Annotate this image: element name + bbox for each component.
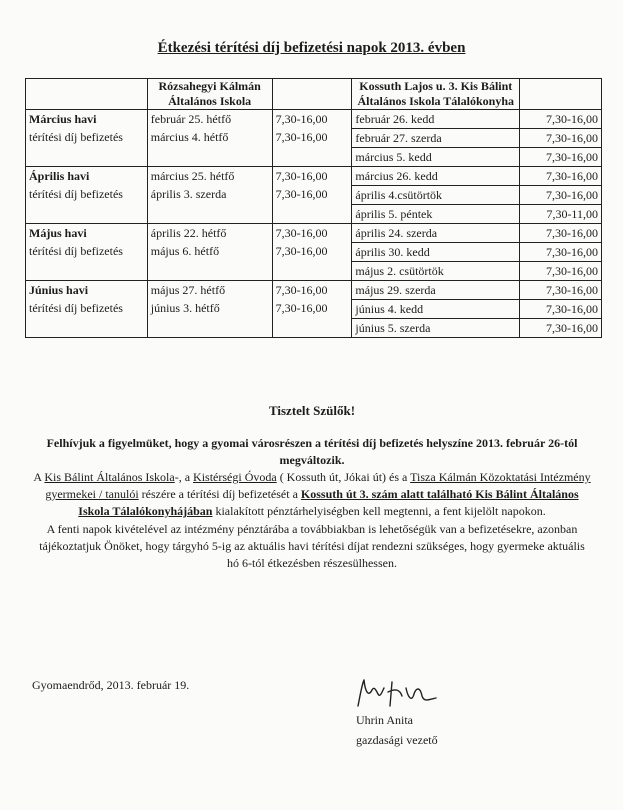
handwritten-signature <box>352 676 447 712</box>
school2-time: 7,30-16,00 <box>520 167 602 186</box>
school2-date: február 27. szerda <box>352 129 520 148</box>
p1-payment-place: Kossuth út 3. szám alatt található Kis Bálint Általános Iskola Tálalókonyhájában <box>78 487 579 518</box>
month-label-bold: Március havi <box>29 112 97 126</box>
school1-times-cell <box>272 224 352 281</box>
school1-dates-cell <box>147 167 272 224</box>
header-school-2: Kossuth Lajos u. 3. Kis Bálint Általános Iskola Tálalókonyha <box>352 79 520 110</box>
month-label-rest: térítési díj befizetés <box>29 244 123 258</box>
header-school-1: Rózsahegyi Kálmán Általános Iskola <box>147 79 272 110</box>
p1-text-b: -, a <box>174 470 194 484</box>
month-label-bold: Május havi <box>29 226 87 240</box>
p1-kindergarten-name: Kistérségi Óvoda <box>193 470 277 484</box>
month-label-rest: térítési díj befizetés <box>29 187 123 201</box>
table-row <box>26 167 602 186</box>
p1-text-a: A <box>33 470 45 484</box>
month-label-rest: térítési díj befizetés <box>29 130 123 144</box>
paragraph-2: A fenti napok kivételével az intézmény pénztárába a továbbiakban is lehetőségük van a befizetésekre, azonban tájékoztatjuk Önöket, hogy tárgyhó 5-ig az aktuális havi térítési díjat rendezni szükséges, hogy gyermeke aktuális hó 6-tól étkezésben részesülhessen. <box>39 522 585 570</box>
school1-date: március 4. hétfő <box>150 130 229 144</box>
salutation: Tisztelt Szülők! <box>268 403 356 418</box>
school1-time: 7,30-16,00 <box>275 283 328 297</box>
school1-dates-cell <box>147 224 272 281</box>
school2-time: 7,30-11,00 <box>520 205 602 224</box>
school1-times-cell <box>272 281 352 338</box>
school2-date: május 29. szerda <box>352 281 520 300</box>
notice-block <box>32 402 592 572</box>
school1-date: április 22. hétfő <box>150 226 227 240</box>
school2-date: április 5. péntek <box>352 205 520 224</box>
month-label-cell <box>26 110 148 167</box>
p1-text-e: kialakított pénztárhelyiségben kell megtenni, a fent kijelölt napokon. <box>212 504 546 518</box>
school2-time: 7,30-16,00 <box>520 243 602 262</box>
school1-times-cell <box>272 167 352 224</box>
school2-time: 7,30-16,00 <box>520 319 602 338</box>
school2-time: 7,30-16,00 <box>520 110 602 129</box>
school2-date: március 5. kedd <box>352 148 520 167</box>
schedule-table <box>25 78 602 338</box>
school2-date: június 5. szerda <box>352 319 520 338</box>
school1-time: 7,30-16,00 <box>275 301 328 315</box>
school1-time: 7,30-16,00 <box>275 112 328 126</box>
header-empty-time-cell <box>272 79 352 110</box>
school2-time: 7,30-16,00 <box>520 281 602 300</box>
p1-text-d: részére a térítési díj befizetését a <box>138 487 301 501</box>
month-label-bold: Április havi <box>29 169 90 183</box>
month-label-bold: Június havi <box>29 283 89 297</box>
header-empty-time-cell-2 <box>520 79 602 110</box>
school2-time: 7,30-16,00 <box>520 224 602 243</box>
place-and-date: Gyomaendrőd, 2013. február 19. <box>32 678 190 692</box>
table-header-row <box>26 79 602 110</box>
p1-school-name: Kis Bálint Általános Iskola <box>44 470 175 484</box>
school1-time: 7,30-16,00 <box>275 169 328 183</box>
month-label-cell <box>26 224 148 281</box>
signer-title: gazdasági vezető <box>356 733 438 747</box>
school2-time: 7,30-16,00 <box>520 262 602 281</box>
p1-text-c: ( Kossuth út, Jókai út) és a <box>276 470 411 484</box>
school2-date: április 4.csütörtök <box>352 186 520 205</box>
school1-date: március 25. hétfő <box>150 169 235 183</box>
school1-date: április 3. szerda <box>150 187 227 201</box>
school1-time: 7,30-16,00 <box>275 226 328 240</box>
month-label-cell <box>26 281 148 338</box>
school2-date: március 26. kedd <box>352 167 520 186</box>
month-label-cell <box>26 167 148 224</box>
document-title: Étkezési térítési díj befizetési napok 2013. évben <box>157 40 466 56</box>
school2-time: 7,30-16,00 <box>520 300 602 319</box>
school1-date: február 25. hétfő <box>150 112 232 126</box>
school2-date: május 2. csütörtök <box>352 262 520 281</box>
school2-date: február 26. kedd <box>352 110 520 129</box>
table-row <box>26 110 602 129</box>
table-row <box>26 224 602 243</box>
school1-date: május 27. hétfő <box>150 283 226 297</box>
school1-date: június 3. hétfő <box>150 301 220 315</box>
school1-time: 7,30-16,00 <box>275 130 328 144</box>
school1-times-cell <box>272 110 352 167</box>
table-row <box>26 281 602 300</box>
school1-dates-cell <box>147 110 272 167</box>
school2-time: 7,30-16,00 <box>520 186 602 205</box>
school2-time: 7,30-16,00 <box>520 148 602 167</box>
school1-time: 7,30-16,00 <box>275 187 328 201</box>
signer-block <box>356 710 438 750</box>
school1-dates-cell <box>147 281 272 338</box>
school2-time: 7,30-16,00 <box>520 129 602 148</box>
paragraph-1 <box>32 469 592 520</box>
lead-paragraph: Felhívjuk a figyelmüket, hogy a gyomai városrészen a térítési díj befizetés helyszíne 2013. február 26-tól megváltozik. <box>46 436 578 467</box>
month-label-rest: térítési díj befizetés <box>29 301 123 315</box>
school2-date: április 24. szerda <box>352 224 520 243</box>
header-empty-cell <box>26 79 148 110</box>
school1-time: 7,30-16,00 <box>275 244 328 258</box>
signer-name: Uhrin Anita <box>356 713 413 727</box>
school1-date: május 6. hétfő <box>150 244 220 258</box>
p1-institution-name: Tisza Kálmán Közoktatási Intézmény gyermekei / tanulói <box>45 470 591 501</box>
school2-date: április 30. kedd <box>352 243 520 262</box>
school2-date: június 4. kedd <box>352 300 520 319</box>
